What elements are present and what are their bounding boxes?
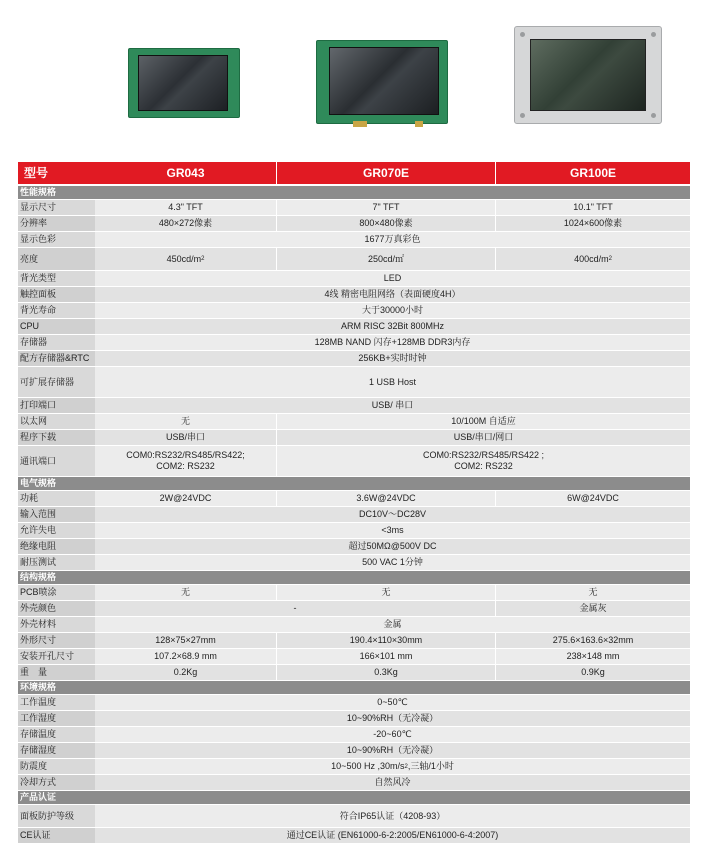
cell-gr043: 480×272像素 (95, 216, 276, 231)
row-download (18, 430, 690, 446)
row-label: 工作温度 (18, 695, 96, 710)
row-label: 亮度 (18, 248, 96, 270)
row-label: 重 量 (18, 665, 96, 680)
row-label: 外形尺寸 (18, 633, 96, 648)
cell-gr100e: 275.6×163.6×32mm (496, 633, 690, 648)
row-label: 存储温度 (18, 727, 96, 742)
cell-all: DC10V～DC28V (95, 507, 690, 522)
cell-all: <3ms (95, 523, 690, 538)
cell-all: 自然风冷 (95, 775, 690, 790)
cell-gr043: 无 (95, 585, 276, 600)
cell-all: 大于30000小时 (95, 303, 690, 318)
model-header-row (18, 162, 690, 186)
cell-gr070e: 190.4×110×30mm (277, 633, 495, 648)
row-label: CE认证 (18, 828, 96, 843)
row-label: 以太网 (18, 414, 96, 429)
row-backlight-type (18, 271, 690, 287)
row-display-size (18, 200, 690, 216)
spec-table (18, 162, 690, 844)
section-title: 电气规格 (20, 478, 57, 488)
cell-gr043: USB/串口 (95, 430, 276, 445)
cell-all: 10~90%RH（无冷凝） (95, 711, 690, 726)
cell-all: 0~50℃ (95, 695, 690, 710)
lcd-screen (530, 39, 646, 111)
row-ce (18, 828, 690, 844)
lcd-screen (329, 47, 439, 115)
row-shell-material (18, 617, 690, 633)
cell-gr070e-gr100e: USB/串口/网口 (277, 430, 690, 445)
row-ethernet (18, 414, 690, 430)
cell-all: 256KB+实时时钟 (95, 351, 690, 366)
row-label: 配方存储器&RTC (18, 351, 96, 366)
section-environment (18, 681, 690, 695)
row-power-fail (18, 523, 690, 539)
row-vibration (18, 759, 690, 775)
cell-gr070e: 3.6W@24VDC (277, 491, 495, 506)
cell-gr043: COM0:RS232/RS485/RS422; COM2: RS232 (95, 446, 276, 476)
row-label: 防震度 (18, 759, 96, 774)
cell-gr043-gr070e: - (95, 601, 495, 616)
row-st-humidity (18, 743, 690, 759)
row-st-temp (18, 727, 690, 743)
row-label: 可扩展存储器 (18, 367, 96, 397)
cell-all: -20~60℃ (95, 727, 690, 742)
cell-gr100e: 10.1" TFT (496, 200, 690, 215)
cell-gr070e: 0.3Kg (277, 665, 495, 680)
row-label: 绝缘电阻 (18, 539, 96, 554)
cell-gr043: 无 (95, 414, 276, 429)
model-gr043: GR043 (95, 162, 276, 184)
row-resolution (18, 216, 690, 232)
row-expandable-storage (18, 367, 690, 398)
screw-hole (651, 113, 656, 118)
row-input-range (18, 507, 690, 523)
cell-all: LED (95, 271, 690, 286)
section-performance (18, 186, 690, 200)
row-label: 允许失电 (18, 523, 96, 538)
cell-all: 4线 精密电阻网络（表面硬度4H） (95, 287, 690, 302)
product-image-gr100e (514, 26, 662, 124)
row-label: 触控面板 (18, 287, 96, 302)
row-dimensions (18, 633, 690, 649)
row-label: 通讯端口 (18, 446, 96, 476)
row-cpu (18, 319, 690, 335)
section-title: 结构规格 (20, 572, 57, 582)
screw-hole (520, 113, 525, 118)
row-withstand (18, 555, 690, 571)
cell-all: 金属 (95, 617, 690, 632)
row-label: 存储器 (18, 335, 96, 350)
row-insulation (18, 539, 690, 555)
cell-gr070e: 166×101 mm (277, 649, 495, 664)
model-gr070e: GR070E (277, 162, 495, 184)
cell-all: 符合IP65认证（4208-93） (95, 805, 690, 827)
row-label: 打印端口 (18, 398, 96, 413)
row-touch-panel (18, 287, 690, 303)
cell-gr070e: 250cd/㎡ (277, 248, 495, 270)
row-weight (18, 665, 690, 681)
row-label: 面板防护等级 (18, 805, 96, 827)
row-label: 输入范围 (18, 507, 96, 522)
product-image-gr070e (316, 40, 448, 124)
cell-gr043: 2W@24VDC (95, 491, 276, 506)
cell-gr043: 4.3" TFT (95, 200, 276, 215)
cell-gr100e: 金属灰 (496, 601, 690, 616)
row-memory (18, 335, 690, 351)
row-label: 冷却方式 (18, 775, 96, 790)
row-recipe-memory (18, 351, 690, 367)
row-label: 外壳颜色 (18, 601, 96, 616)
cell-gr100e: 0.9Kg (496, 665, 690, 680)
cell-gr100e: 400cd/m 2 (496, 248, 690, 270)
row-label: 功耗 (18, 491, 96, 506)
row-print-port (18, 398, 690, 414)
row-cooling (18, 775, 690, 791)
cell-gr043: 107.2×68.9 mm (95, 649, 276, 664)
cell-gr100e: 238×148 mm (496, 649, 690, 664)
cell-gr070e: 无 (277, 585, 495, 600)
lcd-screen (138, 55, 228, 111)
row-label: 分辨率 (18, 216, 96, 231)
cell-all: 超过50MΩ@500V DC (95, 539, 690, 554)
cell-all: 通过CE认证 (EN61000-6-2:2005/EN61000-6-4:2007) (95, 828, 690, 843)
product-image-gr043 (128, 48, 240, 118)
cell-gr043: 450cd/m 2 (95, 248, 276, 270)
cell-all: 10~500 Hz ,30m/s 2 ,三轴/1小时 (95, 759, 690, 774)
row-label: CPU (18, 319, 96, 334)
cell-gr070e: 800×480像素 (277, 216, 495, 231)
cell-gr070e-gr100e: COM0:RS232/RS485/RS422 ; COM2: RS232 (277, 446, 690, 476)
row-label: 外壳材料 (18, 617, 96, 632)
row-label: 显示色彩 (18, 232, 96, 247)
row-label: 存储湿度 (18, 743, 96, 758)
cell-all: ARM RISC 32Bit 800MHz (95, 319, 690, 334)
row-op-humidity (18, 711, 690, 727)
row-color (18, 232, 690, 248)
section-certification (18, 791, 690, 805)
section-title: 环境规格 (20, 682, 57, 692)
cell-all: 128MB NAND 闪存+128MB DDR3内存 (95, 335, 690, 350)
row-brightness (18, 248, 690, 271)
cell-all: 10~90%RH（无冷凝） (95, 743, 690, 758)
cell-gr100e: 6W@24VDC (496, 491, 690, 506)
cell-gr100e: 无 (496, 585, 690, 600)
section-title: 产品认证 (20, 792, 57, 802)
cell-all: 1677万真彩色 (95, 232, 690, 247)
row-label: 背光寿命 (18, 303, 96, 318)
row-label: 耐压测试 (18, 555, 96, 570)
cell-gr043: 0.2Kg (95, 665, 276, 680)
row-label: 工作湿度 (18, 711, 96, 726)
model-gr100e: GR100E (496, 162, 690, 184)
cell-gr070e: 7" TFT (277, 200, 495, 215)
cell-gr070e-gr100e: 10/100M 自适应 (277, 414, 690, 429)
row-label: 显示尺寸 (18, 200, 96, 215)
row-pcb-coating (18, 585, 690, 601)
row-label: 背光类型 (18, 271, 96, 286)
cell-all: USB/ 串口 (95, 398, 690, 413)
connector (415, 121, 423, 127)
row-shell-color (18, 601, 690, 617)
row-power (18, 491, 690, 507)
row-label: 程序下载 (18, 430, 96, 445)
section-structure (18, 571, 690, 585)
row-panel-protection (18, 805, 690, 828)
section-electrical (18, 477, 690, 491)
row-backlight-life (18, 303, 690, 319)
cell-gr100e: 1024×600像素 (496, 216, 690, 231)
row-label: PCB喷涂 (18, 585, 96, 600)
section-title: 性能规格 (20, 187, 57, 197)
row-cutout (18, 649, 690, 665)
cell-all: 1 USB Host (95, 367, 690, 397)
cell-all: 500 VAC 1分钟 (95, 555, 690, 570)
row-comm-port (18, 446, 690, 477)
screw-hole (651, 32, 656, 37)
screw-hole (520, 32, 525, 37)
model-header-label: 型号 (18, 162, 100, 184)
row-label: 安装开孔尺寸 (18, 649, 96, 664)
connector (353, 121, 367, 127)
row-op-temp (18, 695, 690, 711)
cell-gr043: 128×75×27mm (95, 633, 276, 648)
